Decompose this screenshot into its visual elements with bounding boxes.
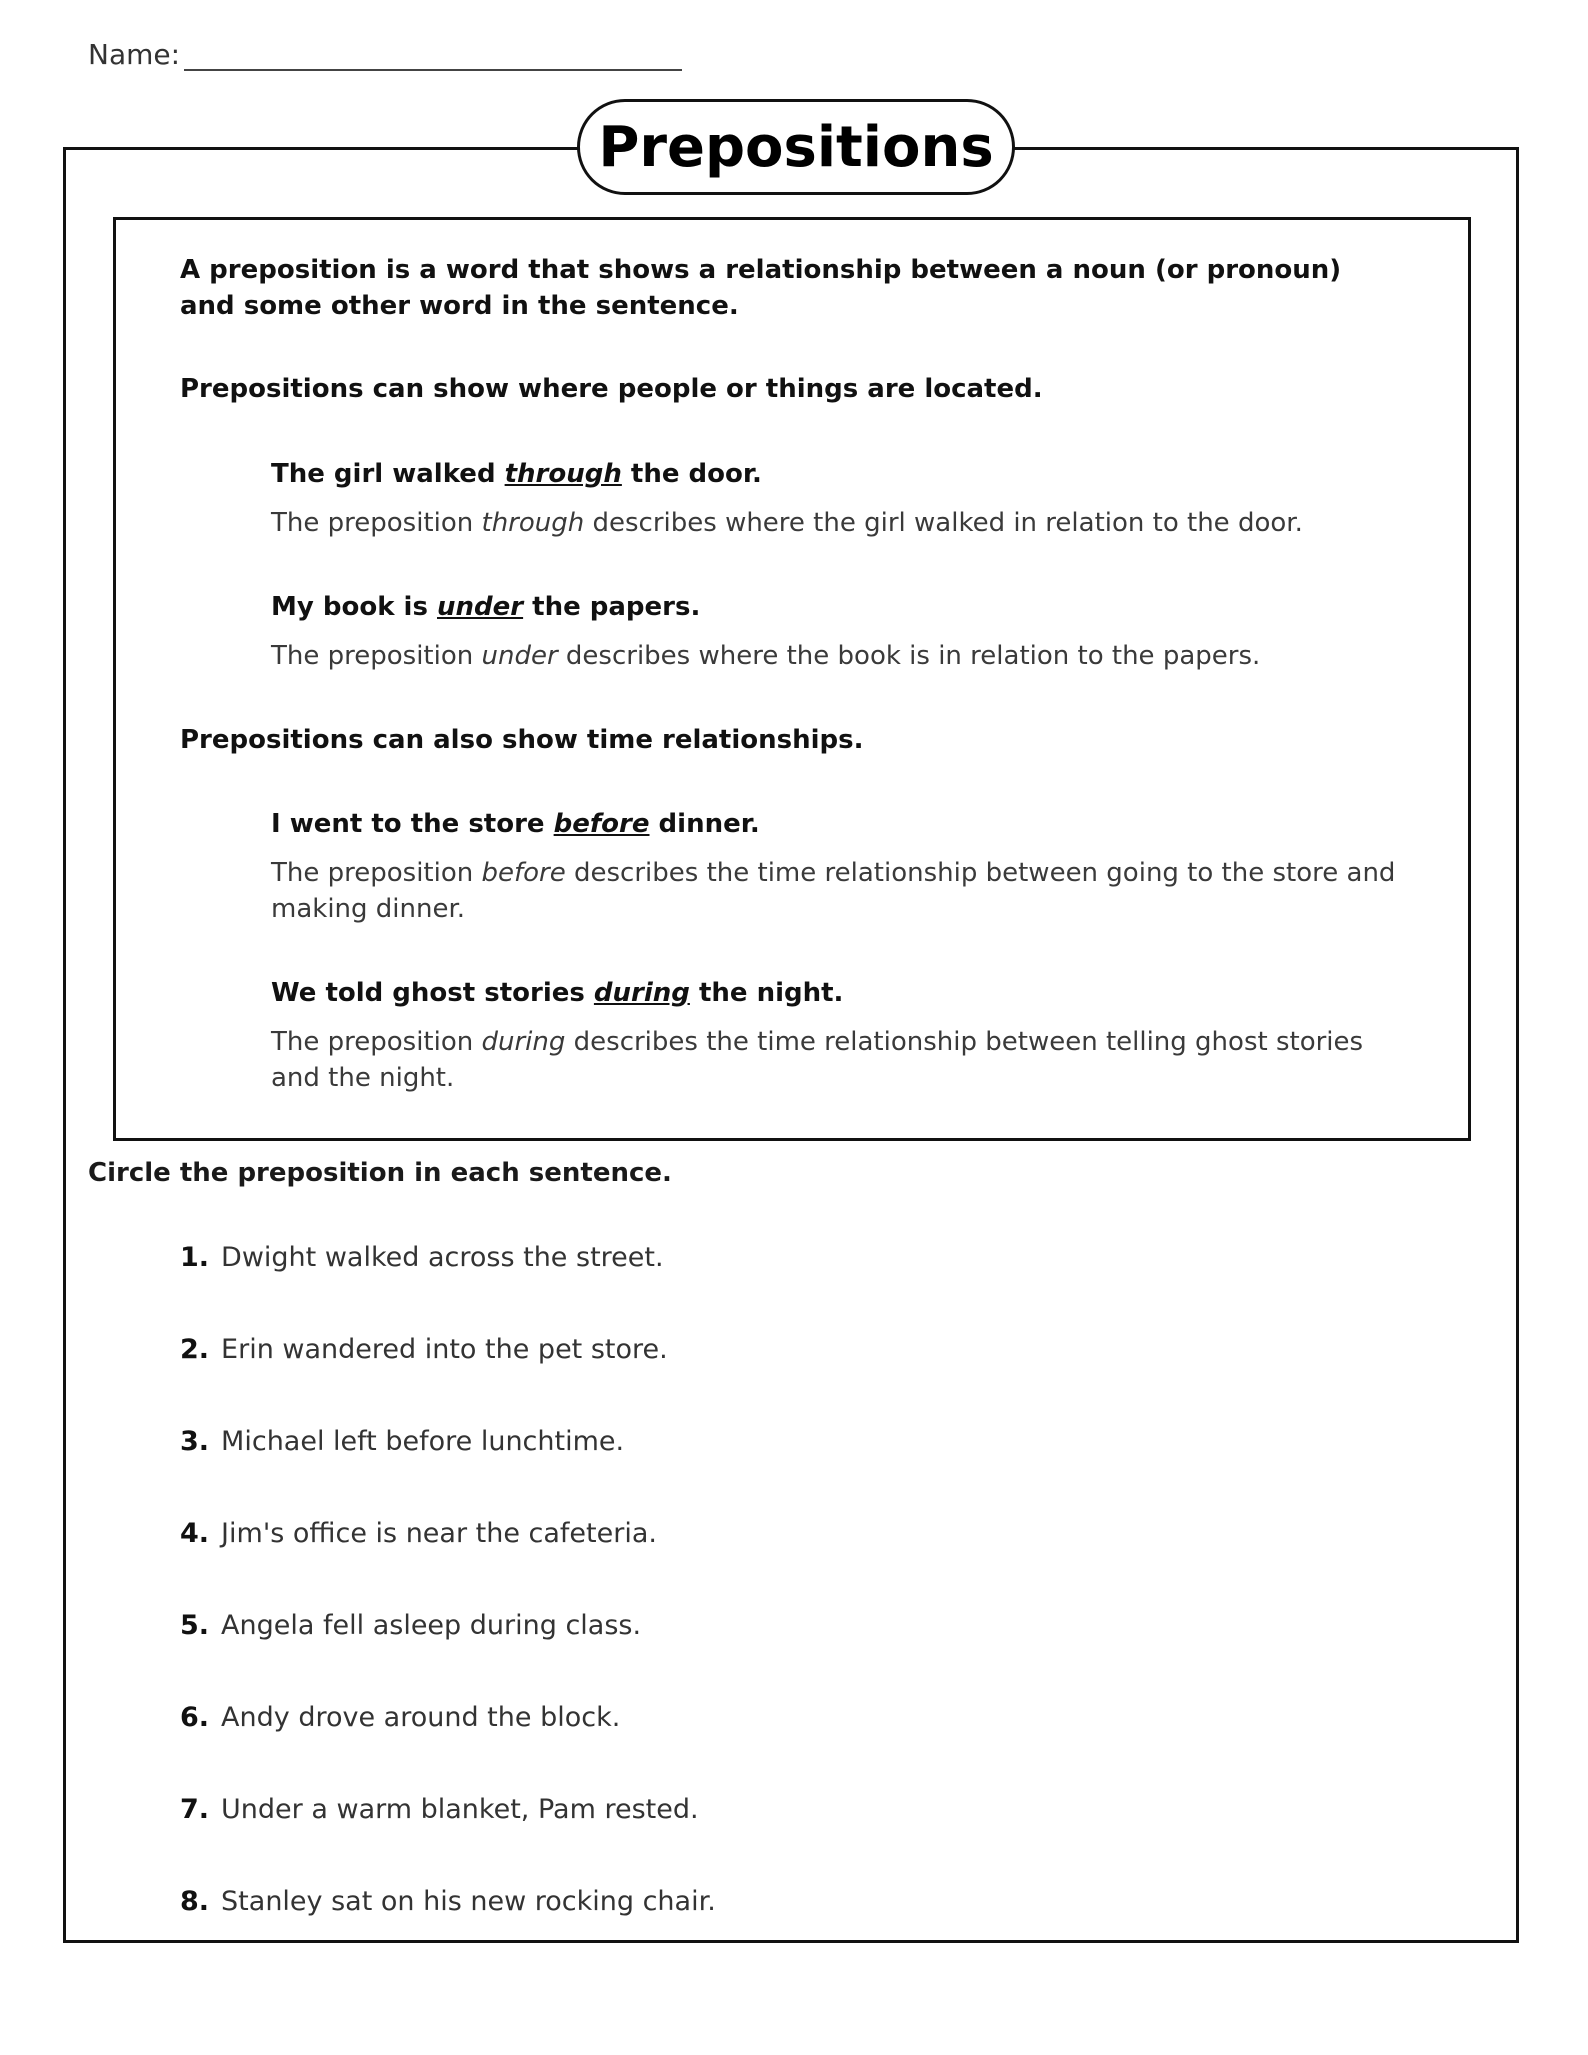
example-sentence	[271, 589, 700, 625]
example-explanation	[271, 1024, 1371, 1096]
example-preposition: during	[593, 978, 690, 1008]
example-explanation	[271, 855, 1411, 927]
explanation-text: The preposition	[271, 641, 482, 671]
page-title: Prepositions	[577, 99, 1015, 195]
question-item[interactable]	[180, 1334, 668, 1365]
explanation-text: describes the time relationship between going to the store and making dinner.	[271, 858, 1396, 924]
example-explanation	[271, 505, 1411, 541]
example-sentence	[271, 456, 762, 492]
example-text: the night.	[689, 978, 844, 1008]
question-text[interactable]: Jim's office is near the cafeteria.	[221, 1518, 657, 1549]
question-item[interactable]	[180, 1886, 716, 1917]
example-text: My book is	[271, 592, 437, 622]
name-field-row	[88, 38, 682, 71]
question-text[interactable]: Stanley sat on his new rocking chair.	[221, 1886, 716, 1917]
example-sentence	[271, 975, 843, 1011]
question-item[interactable]	[180, 1794, 699, 1825]
example-text: dinner.	[649, 809, 760, 839]
question-number: 3.	[180, 1426, 210, 1457]
name-label: Name:	[88, 38, 181, 71]
explanation-text: describes where the girl walked in relation to the door.	[584, 508, 1303, 538]
example-preposition: under	[437, 592, 524, 622]
example-text: the papers.	[523, 592, 701, 622]
question-text[interactable]: Michael left before lunchtime.	[221, 1426, 625, 1457]
question-number: 4.	[180, 1518, 210, 1549]
question-text[interactable]: Dwight walked across the street.	[221, 1242, 664, 1273]
question-number: 1.	[180, 1242, 210, 1273]
question-item[interactable]	[180, 1242, 664, 1273]
question-item[interactable]	[180, 1610, 641, 1641]
question-text[interactable]: Erin wandered into the pet store.	[221, 1334, 668, 1365]
explanation-preposition: through	[481, 508, 585, 538]
example-text: the door.	[621, 459, 762, 489]
example-preposition: through	[504, 459, 622, 489]
section-heading-location: Prepositions can show where people or things are located.	[180, 374, 1043, 404]
question-item[interactable]	[180, 1426, 624, 1457]
section-heading-time: Prepositions can also show time relationships.	[180, 725, 864, 755]
explanation-text: The preposition	[271, 858, 482, 888]
explanation-preposition: under	[481, 641, 558, 671]
question-text[interactable]: Angela fell asleep during class.	[221, 1610, 642, 1641]
question-number: 5.	[180, 1610, 210, 1641]
question-text[interactable]: Andy drove around the block.	[221, 1702, 621, 1733]
example-explanation	[271, 638, 1411, 674]
explanation-text: describes the time relationship between telling ghost stories and the night.	[271, 1027, 1364, 1093]
explanation-preposition: during	[481, 1027, 566, 1057]
question-number: 7.	[180, 1794, 210, 1825]
example-text: I went to the store	[271, 809, 554, 839]
explanation-preposition: before	[481, 858, 566, 888]
explanation-text: The preposition	[271, 508, 482, 538]
example-preposition: before	[553, 809, 650, 839]
example-text: The girl walked	[271, 459, 505, 489]
question-number: 8.	[180, 1886, 210, 1917]
explanation-text: describes where the book is in relation to the papers.	[557, 641, 1261, 671]
example-text: We told ghost stories	[271, 978, 594, 1008]
question-number: 2.	[180, 1334, 210, 1365]
question-item[interactable]	[180, 1518, 657, 1549]
question-item[interactable]	[180, 1702, 620, 1733]
definition-text: A preposition is a word that shows a relationship between a noun (or pronoun) and some other word in the sentence.	[180, 255, 1342, 321]
instructions: Circle the preposition in each sentence.	[88, 1158, 672, 1188]
question-text[interactable]: Under a warm blanket, Pam rested.	[221, 1794, 699, 1825]
example-sentence	[271, 806, 760, 842]
name-input-line[interactable]	[184, 39, 682, 71]
question-number: 6.	[180, 1702, 210, 1733]
explanation-text: The preposition	[271, 1027, 482, 1057]
